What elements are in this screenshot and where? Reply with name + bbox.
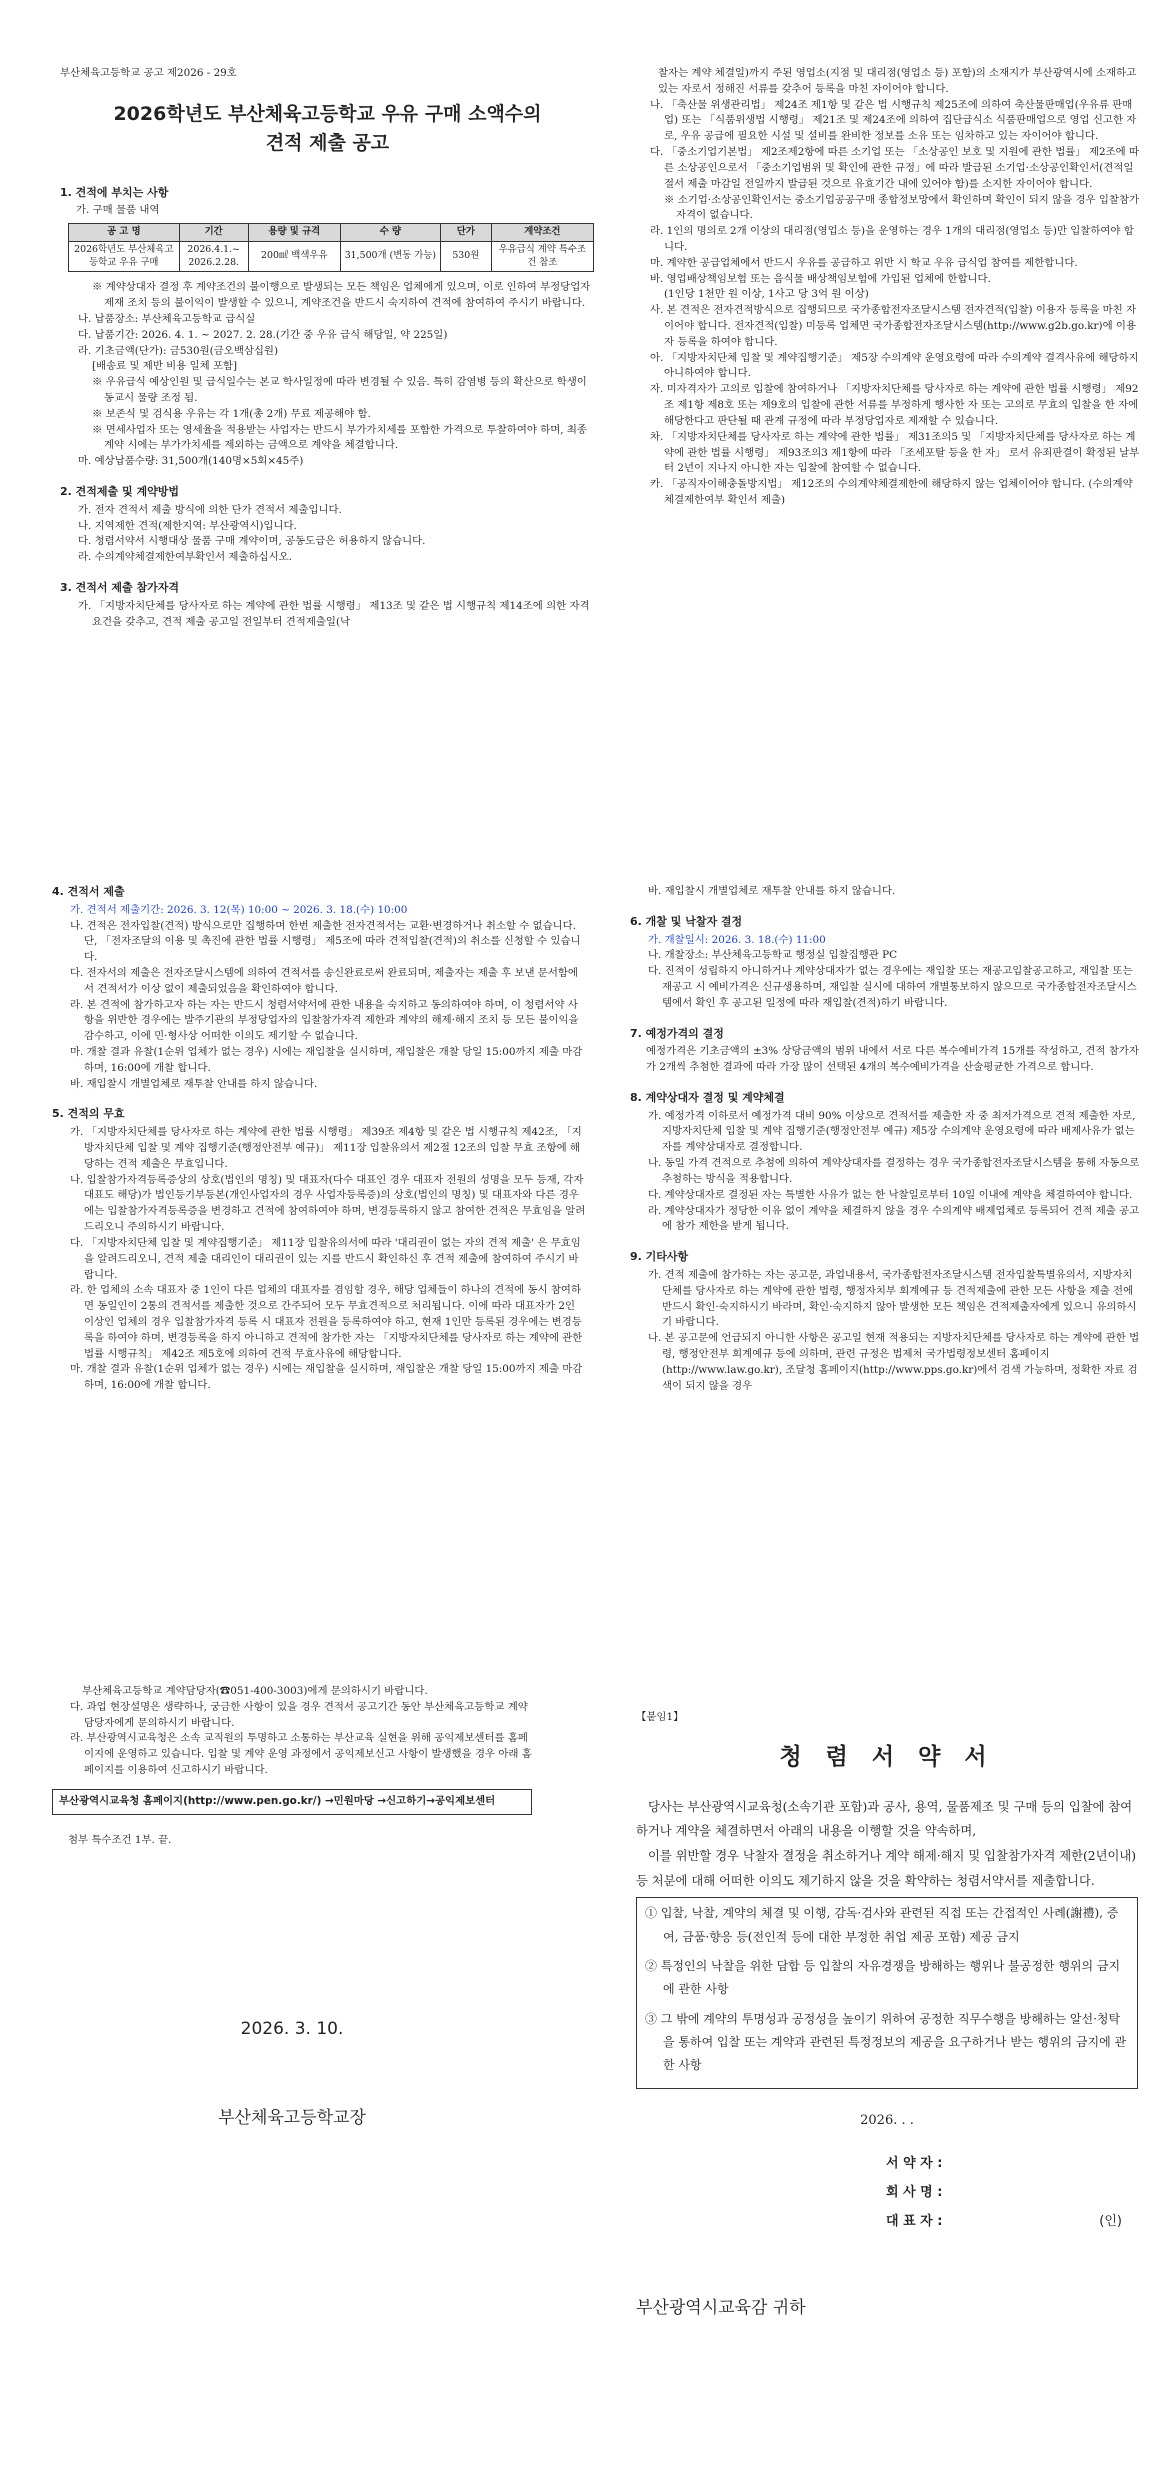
page1-right-column (632, 66, 1140, 509)
table-cell: 31,500개 (변동 가능) (340, 241, 440, 271)
s4-ma: 마. 개찰 결과 유찰(1순위 업체가 없는 경우) 시에는 재입찰을 실시하며, 재입찰은 개찰 당일 15:00까지 제출 마감하며, 16:00에 개찰 합니다. (70, 1046, 583, 1074)
s3-da: 다. 「중소기업기본법」 제2조제2항에 따른 소기업 또는 「소상공인 보호 및 지원에 관한 법률」 제2조에 따른 소상공인으로서 「중소기업범위 및 확인에 관한 규정」에 따라 발급된 소기업·소상공인확인서(견적일절서 제출 마감일 전일까지 발급된 것으로 유효기간 내에 있어야 함)를 소지한 자이어야 합니다. (650, 146, 1140, 190)
section-2-heading: 2. 견적제출 및 계약방법 (60, 485, 179, 499)
seal-mark: (인) (1099, 2214, 1122, 2230)
title-line-2: 견적 제출 공고 (265, 132, 390, 155)
section-7-heading: 7. 예정가격의 결정 (630, 1026, 724, 1040)
s1-ga: 가. 구매 물품 내역 (76, 204, 160, 217)
s1-ra: 라. 기초금액(단가): 금530원(금오백삼십원) (78, 344, 279, 357)
s3-ka: 카. 「공직자이해충돌방지법」 제12조의 수의계약체결제한에 해당하지 않는 업체이어야 합니다. (수의계약체결제한여부 확인서 제출) (650, 478, 1133, 506)
section-8-heading: 8. 계약상대자 결정 및 계약체결 (630, 1090, 785, 1104)
table-header: 용량 및 규격 (248, 224, 340, 242)
s3-ba-sub: (1인당 1천만 원 이상, 1사고 당 3억 원 이상) (664, 288, 869, 301)
table-cell: 우유급식 계약 특수조건 참조 (491, 241, 593, 271)
page3-right-column (636, 1684, 1138, 2322)
s3-cha: 차. 「지방자치단체를 당사자로 하는 계약에 관한 법률」 제31조의5 및 「지방자치단체를 당사자로 하는 계약에 관한 법률 시행령」 제93조의3 제1항에 따라 「조세포탈 등을 한 자」 로서 유죄판결이 확정된 날부터 2년이 지나지 아니한 자는 입찰에 참여할 수 없습니다. (650, 430, 1140, 475)
table-row (69, 241, 594, 271)
s3-ga-continued: 찰자는 계약 체결일)까지 주된 영업소(지점 및 대리점(영업소 등) 포함)의 소재지가 부산광역시에 소재하고 있는 자로서 정해진 서류를 갖추어 등록을 마친 자이어야 합니다. (658, 67, 1137, 95)
table-header: 수 량 (340, 224, 440, 242)
pledge-title: 청 렴 서 약 서 (779, 1743, 995, 1770)
s1-da: 다. 납품기간: 2026. 4. 1. ~ 2027. 2. 28.(기간 중 우유 급식 해당일, 약 225일) (78, 328, 448, 341)
s3-a: 아. 「지방자치단체 입찰 및 계약집행기준」 제5장 수의계약 운영요령에 따라 수의계약 결격사유에 해당하지 아니하여야 합니다. (650, 351, 1139, 380)
s3-ra: 라. 1인의 명의로 2개 이상의 대리점(영업소 등)을 운영하는 경우 1개의 대리점(영업소 등)만 입찰하여야 합니다. (650, 225, 1134, 253)
pledge-addressee: 부산광역시교육감 귀하 (636, 2298, 806, 2319)
section-4-heading: 4. 견적서 제출 (52, 885, 125, 898)
doc-number: 부산체육고등학교 공고 제2026 - 29호 (60, 67, 237, 79)
s6-ga-opening-time: 가. 개찰일시: 2026. 3. 18.(수) 11:00 (648, 933, 826, 946)
items-table (68, 223, 594, 272)
title-line-1: 2026학년도 부산체육고등학교 우유 구매 소액수의 (113, 102, 542, 125)
s2-ra: 라. 수의계약체결제한여부확인서 제출하십시오. (78, 551, 292, 564)
pledge-intro-2: 이를 위반할 경우 낙찰자 결정을 취소하거나 계약 해제·해지 및 입찰참가자격 제한(2년이내) 등 처분에 대해 어떠한 이의도 제기하지 않을 것을 확약하는 청렴서약서를 제출합니다. (636, 1848, 1137, 1888)
s3-ja: 자. 미자격자가 고의로 입찰에 참여하거나 「지방자치단체를 당사자로 하는 계약에 관한 법률 시행령」 제92조 제1항 제8호 또는 제9호의 입찰에 관한 서류를 부정하게 행사한 자 또는 고의로 무효의 입찰을 한 자에 해당한다고 판단될 때 관계 규정에 따라 부정당업자로 제재할 수 있습니다. (650, 383, 1139, 427)
pledge-item: ③ 그 밖에 계약의 투명성과 공정성을 높이기 위하여 공정한 직무수행을 방해하는 알선·청탁을 통하여 입찰 또는 계약과 관련된 특정정보의 제공을 요구하거나 받는 행위의 금지에 관한 사항 (645, 2011, 1127, 2073)
page3-left-column (52, 1684, 532, 2132)
s1-note1: ※ 계약상대자 결정 후 계약조건의 불이행으로 발생되는 모든 책임은 업체에게 있으며, 이로 인하여 부정당업자 제재 조치 등의 불이익이 발생할 수 있으니, 계약조건을 반드시 숙지하여 견적에 참여하여 주시기 바랍니다. (92, 281, 591, 310)
s5-da: 다. 「지방자치단체 입찰 및 계약집행기준」 제11장 입찰유의서에 따라 '대리권이 없는 자의 견적 제출' 은 무효임을 알려드리오니, 견적 제출 대리인이 대리권이 있는 지를 반드시 확인하신 후 견적 제출에 참여하여 주시기 바랍니다. (70, 1236, 581, 1281)
s8-na: 나. 동일 가격 견적으로 추첨에 의하여 계약상대자를 결정하는 경우 국가종합전자조달시스템을 통해 자동으로 추첨하는 방식을 적용합니다. (648, 1157, 1140, 1185)
company-name-label: 회 사 명 : (886, 2184, 943, 2200)
pledger-label: 서 약 자 : (886, 2155, 943, 2171)
section-5-heading: 5. 견적의 무효 (52, 1107, 125, 1121)
page-title (60, 100, 595, 159)
section-3-heading: 3. 견적서 제출 참가자격 (60, 581, 179, 594)
page1-left-column (60, 66, 595, 630)
s5-ra: 라. 한 업체의 소속 대표자 중 1인이 다른 업체의 대표자를 겸임할 경우, 해당 업체들이 하나의 견적에 동시 참여하면 동일인이 2통의 견적서를 제출한 것으로 간주되어 모두 무효견적으로 처리됩니다. 이에 따라 대표자가 2인 이상인 업체의 경우 입찰참가자격 등록 시 대표자 전원을 등록하여야 하고, 현재 1인만 등록된 경우에는 변경등록을 하여야 하며, 변경등록을 하지 아니하고 견적에 참가한 자는 「지방자치단체를 당사자로 하는 계약에 관한 법률 시행규칙」 제42조 제5호에 의하여 견적 무효사유에 해당합니다. (70, 1284, 583, 1360)
s1-ra-sub: [배송료 및 제반 비용 일체 포함] (92, 360, 238, 373)
notice-date: 2026. 3. 10. (240, 2018, 344, 2039)
page2-left-column (52, 870, 587, 1394)
s9-na-continued: 부산체육고등학교 계약담당자(☎051-400-3003)에게 문의하시기 바랍니다. (82, 1685, 428, 1697)
section-9-heading: 9. 기타사항 (630, 1250, 689, 1264)
pledge-items-box (636, 1897, 1138, 2089)
s6-da: 다. 진적이 성립하지 아니하거나 계약상대자가 없는 경우에는 재입찰 또는 재공고입찰공고하고, 재입찰 또는 재공고 시 예비가격은 신규생용하며, 재입찰 실시에 대하여 개별통보하지 않으므로 국가종합전자조달시스템에서 확인 후 공고된 일정에 따라 재입찰(견적)하기 바랍니다. (648, 965, 1137, 1009)
representative-label (886, 2207, 1138, 2236)
s9-ga: 가. 견적 제출에 참가하는 자는 공고문, 과업내용서, 국가종합전자조달시스템 전자입찰특별유의서, 지방자치단체를 당사자로 하는 계약에 관한 법령, 행정자치부 회계예규 등 견적제출에 관한 모든 사항을 제출 전에 반드시 확인·숙지하시기 바라며, 확인·숙지하지 않아 발생한 모든 책임은 견적제출자에게 있으니 유의하시기 바랍니다. (648, 1268, 1137, 1329)
s5-ma: 마. 개찰 결과 유찰(1순위 업체가 없는 경우) 시에는 재입찰을 실시하며, 재입찰은 개찰 당일 15:00까지 제출 마감하며, 16:00에 개찰 합니다. (70, 1363, 583, 1392)
table-cell: 2026.4.1.~ 2026.2.28. (179, 241, 248, 271)
school-principal: 부산체육고등학교장 (218, 2108, 366, 2129)
attachment-tag: 【붙임1】 (636, 1711, 684, 1723)
s7-body: 예정가격은 기초금액의 ±3% 상당금액의 범위 내에서 서로 다른 복수예비가격 15개를 작성하고, 견적 참가자가 2개씩 추첨한 결과에 따라 가장 많이 선택된 4개의 복수예비가격을 산술평균한 가격으로 합니다. (646, 1045, 1139, 1074)
s2-na: 나. 지역제한 견적(제한지역: 부산광역시)입니다. (78, 519, 297, 532)
page2-right-column (630, 870, 1140, 1394)
s9-ra: 라. 부산광역시교육청은 소속 교직원의 투명하고 소통하는 부산교육 실현을 위해 공익제보센터를 홈페이지에 운영하고 있습니다. 입찰 및 계약 운영 과정에서 공익제보신고 사항이 발생했을 경우 아래 홈페이지를 이용하여 신고하시기 바랍니다. (70, 1732, 532, 1777)
s1-na: 나. 납품장소: 부산체육고등학교 급식실 (78, 312, 256, 325)
table-header: 기간 (179, 224, 248, 242)
s9-da: 다. 과업 현장설명은 생략하나, 궁금한 사항이 있을 경우 견적서 공고기간 동안 부산체육고등학교 계약담당자에게 문의하시기 바랍니다. (70, 1700, 528, 1729)
section-6-heading: 6. 개찰 및 낙찰자 결정 (630, 914, 743, 928)
pledge-item: ② 특정인의 낙찰을 위한 담합 등 입찰의 자유경쟁을 방해하는 행위나 불공정한 행위의 금지에 관한 사항 (645, 1958, 1121, 1997)
table-cell: 2026학년도 부산체육고등학교 우유 구매 (69, 241, 180, 271)
s1-note4: ※ 면세사업자 또는 영세율을 적용받는 사업자는 반드시 부가가치세를 포함한 가격으로 투찰하여야 하며, 최종계약 시에는 부가가치세를 제외하는 금액으로 계약을 체결합니다. (92, 423, 587, 452)
table-header: 공 고 명 (69, 224, 180, 242)
signature-block (886, 2149, 1138, 2237)
s8-ga: 가. 예정가격 이하로서 예정가격 대비 90% 이상으로 견적서를 제출한 자 중 최저가격으로 견적 제출한 자로, 지방자치단체 입찰 및 계약 집행기준(행정안전부 예규) 제5장 수의계약 운영요령에 따라 배제사유가 없는 자를 계약상대자로 결정합니다. (648, 1109, 1136, 1154)
s1-note3: ※ 보존식 및 검식용 우유는 각 1개(총 2개) 무료 제공해야 함. (92, 407, 371, 420)
s5-ba-repeat: 바. 재입찰시 개별업체로 재투찰 안내를 하지 않습니다. (648, 885, 896, 897)
s2-da: 다. 청렴서약서 시행대상 물품 구매 계약이며, 공동도급은 허용하지 않습니다. (78, 535, 426, 548)
s4-na: 나. 견적은 전자입찰(견적) 방식으로만 집행하며 한번 제출한 전자견적서는 교환·변경하거나 취소할 수 없습니다. 단, 「전자조달의 이용 및 촉진에 관한 법률 시행령」 제5조에 따라 견적입찰(견적)의 취소를 신청할 수 있습니다. (70, 919, 581, 964)
s3-na: 나. 「축산물 위생관리법」 제24조 제1항 및 같은 법 시행규칙 제25조에 의하여 축산물판매업(우유류 판매업) 또는 「식품위생법 시행령」 제21조 및 제24조에 의하여 집단급식소 식품판매업으로 영업 신고한 자로, 우유 공급에 필요한 시설 및 설비를 완비한 정보를 소유 또는 임차하고 있는 자이어야 합니다. (650, 98, 1137, 143)
s4-ga-deadline: 가. 견적서 제출기간: 2026. 3. 12(목) 10:00 ~ 2026. 3. 18.(수) 10:00 (70, 903, 408, 916)
s6-na: 나. 개찰장소: 부산체육고등학교 행정실 입찰집행관 PC (648, 949, 898, 962)
s8-da: 다. 계약상대자로 결정된 자는 특별한 사유가 없는 한 낙찰일로부터 10일 이내에 계약을 체결하여야 합니다. (648, 1188, 1133, 1201)
s4-ra: 라. 본 견적에 참가하고자 하는 자는 반드시 청렴서약서에 관한 내용을 숙지하고 동의하여야 하며, 이 청렴서약 사항을 위반한 경우에는 발주기관의 부정당업자의 입찰참가자격 제한과 계약의 해제·해지 조치 등 모든 불이익을 감수하고, 이에 민·형사상 어떠한 이의도 제기할 수 없습니다. (70, 998, 579, 1043)
s4-ba: 바. 재입찰시 개별업체로 재투찰 안내를 하지 않습니다. (70, 1077, 318, 1090)
table-cell: 200㎖ 백색우유 (248, 241, 340, 271)
s2-ga: 가. 전자 견적서 제출 방식에 의한 단가 견적서 제출입니다. (78, 503, 342, 516)
s3-da-note: ※ 소기업·소상공인확인서는 중소기업공공구매 종합정보망에서 확인하며 확인이 되지 않을 경우 입찰참가 자격이 없습니다. (664, 193, 1140, 222)
table-header: 계약조건 (491, 224, 593, 242)
table-header: 단가 (441, 224, 492, 242)
pledge-date: 2026. . . (860, 2112, 914, 2128)
s1-note2: ※ 우유급식 예상인원 및 급식일수는 본교 학사일정에 따라 변경될 수 있음. 특히 감염병 등의 확산으로 학생이동교시 물량 조정 됨. (92, 376, 587, 404)
representative-label-text: 대 표 자 : (886, 2214, 943, 2230)
attachment-note: 첨부 특수조건 1부. 끝. (68, 1833, 172, 1846)
s3-ga: 가. 「지방자치단체를 당사자로 하는 계약에 관한 법률 시행령」 제13조 및 같은 법 시행규칙 제14조에 의한 자격요건을 갖추고, 견적 제출 공고일 전일부터 견적제출일(낙 (78, 599, 590, 628)
s3-sa: 사. 본 견적은 전자견적방식으로 집행되므로 국가종합전자조달시스템 전자견적(입찰) 이용자 등록을 마친 자이어야 합니다. 전자견적(입찰) 미등록 업체면 국가종합전자조달시스템(http://www.g2b.go.kr)에 이용자 등록을 하여야 합니다. (650, 304, 1137, 348)
s1-ma: 마. 예상납품수량: 31,500개(140명×5회×45주) (78, 455, 304, 468)
s9-na: 나. 본 공고문에 언급되지 아니한 사항은 공고일 현재 적용되는 지방자치단체를 당사자로 하는 계약에 관한 법령, 행정안전부 회계예규 등에 의하며, 관련 규정은 법제처 국가법령정보센터 홈페이지(http://www.law.go.kr), 조달청 홈페이지(http://www.pps.go.kr)에서 검색 가능하며, 정확한 자료 검색이 되지 않을 경우 (648, 1332, 1140, 1392)
s3-ba: 바. 영업배상책임보험 또는 음식물 배상책임보험에 가입된 업체에 한합니다. (650, 272, 991, 285)
pledge-item: ① 입찰, 낙찰, 계약의 체결 및 이행, 감독·검사와 관련된 직접 또는 간접적인 사례(謝禮), 증여, 금품·향응 등(전인적 등에 대한 부정한 취업 제공 포함) 제공 금지 (645, 1906, 1119, 1944)
section-1-heading: 1. 견적에 부치는 사항 (60, 185, 169, 199)
s3-ma: 마. 계약한 공급업체에서 반드시 우유를 공급하고 위반 시 학교 우유 급식업 참여를 제한합니다. (650, 256, 1078, 269)
table-cell: 530원 (441, 241, 492, 271)
s4-da: 다. 전자서의 제출은 전자조달시스템에 의하여 견적서를 송신완료로써 완료되며, 제출자는 제출 후 보낸 문서함에서 견적서가 이상 없이 제출되었음을 확인하여야 합니다. (70, 966, 578, 995)
pledge-intro: 당사는 부산광역시교육청(소속기관 포함)과 공사, 용역, 물품제조 및 구매 등의 입찰에 참여하거나 계약을 체결하면서 아래의 내용을 이행할 것을 약속하며, (636, 1799, 1133, 1839)
s8-ra: 라. 계약상대자가 정당한 이유 없이 계약을 체결하지 않을 경우 수의계약 배제업체로 등록되어 견적 제출 공고에 참가 제한을 받게 됩니다. (648, 1204, 1140, 1233)
s5-na: 나. 입찰참가자격등록증상의 상호(법인의 명칭) 및 대표자(다수 대표인 경우 대표자 전원의 성명을 모두 등재, 각자 대표도 해당)가 법인등기부등본(개인사업자의 경우 사업자등록증)의 상호(법인의 명칭) 및 대표자와 다른 경우에는 입찰참가자격등록증을 변경하고 견적에 참여하여야 하며, 변경등록하지 않고 참여한 견적은 무효임을 알려드리오니 주의하시기 바랍니다. (70, 1173, 586, 1234)
s5-ga: 가. 「지방자치단체를 당사자로 하는 계약에 관한 법률 시행령」 제39조 제4항 및 같은 법 시행규칙 제42조, 「지방자치단체 입찰 및 계약 집행기준(행정안전부 예규)」 제11장 입찰유의서 제2절 12조의 입찰 무효 조항에 해당하는 견적 제출은 무효입니다. (70, 1126, 582, 1170)
public-report-center-box: 부산광역시교육청 홈페이지(http://www.pen.go.kr/) →민원마당 →신고하기→공익제보센터 (52, 1789, 532, 1815)
